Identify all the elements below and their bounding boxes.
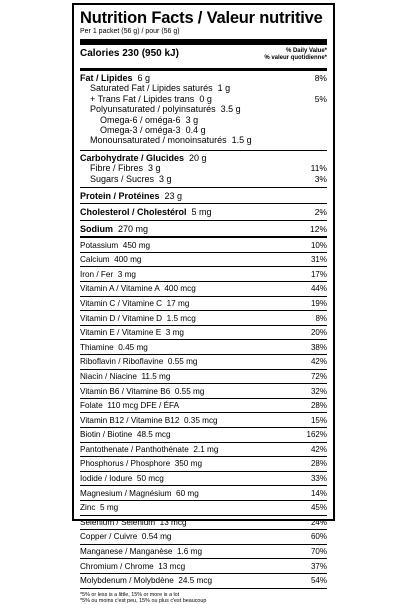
nutrient-row bbox=[80, 457, 327, 472]
nutrient-pct: 70% bbox=[310, 547, 327, 557]
saturated-fat-row bbox=[80, 83, 327, 93]
nutrient-row bbox=[80, 443, 327, 458]
nutrient-row bbox=[80, 516, 327, 531]
nutrient-label: Niacin / Niacine bbox=[80, 371, 137, 381]
nutrient-row bbox=[80, 370, 327, 385]
nutrient-label: Vitamin C / Vitamine C bbox=[80, 298, 163, 308]
protein-amount: 23 g bbox=[164, 191, 183, 202]
fibre-label: Fibre / Fibres bbox=[90, 163, 144, 174]
nutrient-amount: 60 mg bbox=[176, 488, 199, 498]
nutrient-pct: 44% bbox=[310, 284, 327, 294]
polyunsaturated-amount: 3.5 g bbox=[220, 104, 241, 115]
fat-pct: 8% bbox=[314, 73, 327, 83]
nutrient-name-amount bbox=[80, 532, 172, 541]
calories-row bbox=[80, 45, 327, 68]
nutrient-amount: 24.5 mcg bbox=[178, 576, 213, 586]
sodium-pct: 12% bbox=[309, 223, 327, 234]
saturated-fat-amount: 1 g bbox=[217, 83, 231, 94]
nutrient-amount: 5 mg bbox=[100, 503, 119, 513]
nutrient-row bbox=[80, 559, 327, 574]
nutrient-amount: 3 mg bbox=[117, 269, 136, 279]
nutrient-row bbox=[80, 574, 327, 589]
nutrient-pct: 42% bbox=[310, 357, 327, 367]
nutrient-pct: 20% bbox=[310, 328, 327, 338]
nutrient-amount: 0.54 mg bbox=[141, 532, 172, 542]
nutrient-pct: 37% bbox=[310, 561, 327, 571]
nutrient-label: Magnesium / Magnésium bbox=[80, 488, 172, 498]
trans-fat-label: + Trans Fat / Lipides trans bbox=[90, 93, 195, 104]
nutrient-name-amount bbox=[80, 401, 179, 410]
panel-title: Nutrition Facts / Valeur nutritive bbox=[80, 9, 323, 27]
nutrient-amount: 48.5 mcg bbox=[136, 430, 171, 440]
cholesterol-pct: 2% bbox=[314, 207, 327, 218]
nutrient-pct: 14% bbox=[310, 488, 327, 498]
nutrient-row bbox=[80, 472, 327, 487]
omega6-row bbox=[80, 115, 327, 125]
serving-size: Per 1 packet (56 g) / pour (56 g) bbox=[80, 28, 180, 35]
nutrient-label: Copper / Cuivre bbox=[80, 532, 138, 542]
nutrient-label: Biotin / Biotine bbox=[80, 430, 133, 440]
nutrient-pct: 45% bbox=[310, 503, 327, 513]
fat-amount: 6 g bbox=[137, 73, 151, 83]
nutrient-name-amount bbox=[80, 416, 218, 425]
nutrient-name-amount bbox=[80, 328, 184, 337]
nutrition-facts-panel bbox=[72, 3, 335, 604]
nutrient-row bbox=[80, 282, 327, 297]
nutrient-label: Pantothenate / Panthothénate bbox=[80, 444, 189, 454]
nutrient-name-amount bbox=[80, 547, 202, 556]
nutrient-amount: 0.55 mg bbox=[167, 357, 198, 367]
carbohydrate-amount: 20 g bbox=[189, 152, 207, 163]
nutrient-pct: 38% bbox=[310, 342, 327, 352]
sugars-pct: 3% bbox=[314, 173, 327, 184]
carbohydrate-section bbox=[80, 151, 327, 184]
nutrient-label: Thiamine bbox=[80, 342, 114, 352]
nutrient-pct: 28% bbox=[310, 459, 327, 469]
nutrient-label: Chromium / Chrome bbox=[80, 561, 154, 571]
nutrient-name-amount bbox=[80, 576, 212, 585]
nutrient-pct: 54% bbox=[310, 576, 327, 586]
cholesterol-label: Cholesterol / Cholestérol bbox=[80, 207, 187, 218]
nutrient-name-amount bbox=[80, 489, 199, 498]
nutrient-amount: 0.35 mcg bbox=[183, 415, 218, 425]
nutrient-pct: 31% bbox=[310, 255, 327, 265]
nutrient-row bbox=[80, 384, 327, 399]
omega3-amount: 0.4 g bbox=[185, 125, 206, 136]
nutrient-row bbox=[80, 297, 327, 312]
nutrient-amount: 2.1 mg bbox=[193, 444, 219, 454]
carbohydrate-label: Carbohydrate / Glucides bbox=[80, 152, 185, 163]
nutrient-name-amount bbox=[80, 372, 170, 381]
nutrient-pct: 60% bbox=[310, 532, 327, 542]
nutrient-row bbox=[80, 253, 327, 268]
nutrient-amount: 3 mg bbox=[165, 328, 184, 338]
nutrient-name-amount bbox=[80, 459, 202, 468]
nutrient-name-amount bbox=[80, 562, 185, 571]
nutrient-amount: 1.5 mcg bbox=[166, 313, 196, 323]
nutrient-pct: 24% bbox=[310, 517, 327, 527]
dv-header-fr: % valeur quotidienne* bbox=[264, 55, 327, 61]
nutrient-label: Calcium bbox=[80, 255, 110, 265]
fat-label: Fat / Lipides bbox=[80, 73, 133, 83]
nutrient-name-amount bbox=[80, 284, 196, 293]
nutrient-amount: 17 mg bbox=[166, 298, 190, 308]
nutrient-name-amount bbox=[80, 357, 197, 366]
omega3-row bbox=[80, 125, 327, 135]
omega3-label: Omega-3 / oméga-3 bbox=[100, 125, 181, 136]
nutrient-row bbox=[80, 399, 327, 414]
nutrient-label: Vitamin A / Vitamine A bbox=[80, 284, 160, 294]
nutrient-row bbox=[80, 311, 327, 326]
omega6-amount: 3 g bbox=[185, 114, 199, 125]
footnote-en: *5% or less is a little, 15% or more is a lot bbox=[80, 591, 180, 598]
nutrient-name-amount bbox=[80, 270, 136, 279]
nutrient-row bbox=[80, 486, 327, 501]
nutrient-amount: 400 mcg bbox=[164, 284, 196, 294]
nutrient-name-amount bbox=[80, 430, 171, 439]
carbohydrate-row bbox=[80, 153, 327, 163]
nutrient-pct: 33% bbox=[310, 474, 327, 484]
fibre-amount: 3 g bbox=[148, 163, 161, 174]
sodium-amount: 270 mg bbox=[118, 223, 149, 234]
nutrient-amount: 50 mcg bbox=[136, 474, 164, 484]
nutrient-label: Potassium bbox=[80, 240, 119, 250]
footnote bbox=[80, 589, 327, 604]
nutrient-row bbox=[80, 413, 327, 428]
nutrient-label: Vitamin E / Vitamine E bbox=[80, 328, 162, 338]
polyunsaturated-label: Polyunsaturated / polyinsaturés bbox=[90, 104, 216, 115]
nutrient-amount: 13 mcg bbox=[158, 561, 186, 571]
dv-header-en: % Daily Value* bbox=[285, 48, 327, 54]
nutrient-name-amount bbox=[80, 299, 189, 308]
nutrient-pct: 19% bbox=[310, 298, 327, 308]
nutrient-row bbox=[80, 428, 327, 443]
nutrient-row bbox=[80, 267, 327, 282]
sodium-row bbox=[80, 221, 327, 236]
fibre-row bbox=[80, 163, 327, 173]
trans-fat-amount: 0 g bbox=[199, 93, 212, 104]
nutrient-pct: 17% bbox=[310, 269, 327, 279]
nutrient-row bbox=[80, 340, 327, 355]
fat-row bbox=[80, 73, 327, 83]
vitamin-mineral-list bbox=[80, 236, 327, 588]
nutrient-name-amount bbox=[80, 474, 164, 483]
nutrient-label: Phosphorus / Phosphore bbox=[80, 459, 171, 469]
nutrient-name-amount bbox=[80, 241, 150, 250]
nutrient-amount: 13 mcg bbox=[159, 517, 187, 527]
nutrient-pct: 28% bbox=[310, 401, 327, 411]
nutrient-pct: 162% bbox=[306, 430, 327, 440]
footnote-fr: *5% ou moins c'est peu, 15% ou plus c'est beaucoup bbox=[80, 597, 207, 604]
nutrient-row bbox=[80, 501, 327, 516]
omega6-label: Omega-6 / oméga-6 bbox=[100, 114, 181, 125]
nutrient-name-amount bbox=[80, 314, 196, 323]
nutrient-label: Molybdenum / Molybdène bbox=[80, 576, 174, 586]
sugars-row bbox=[80, 174, 327, 184]
nutrient-row bbox=[80, 530, 327, 545]
nutrient-pct: 72% bbox=[310, 371, 327, 381]
fibre-pct: 11% bbox=[310, 163, 327, 174]
trans-fat-row bbox=[80, 94, 327, 104]
nutrient-label: Zinc bbox=[80, 503, 96, 513]
nutrient-amount: 1.6 mg bbox=[176, 547, 202, 557]
nutrient-label: Vitamin B6 / Vitamine B6 bbox=[80, 386, 171, 396]
nutrient-label: Vitamin B12 / Vitamine B12 bbox=[80, 415, 180, 425]
cholesterol-row bbox=[80, 204, 327, 219]
protein-label: Protein / Protéines bbox=[80, 191, 160, 202]
nutrient-label: Vitamin D / Vitamine D bbox=[80, 313, 163, 323]
nutrient-amount: 110 mcg DFE / ÉFA bbox=[107, 401, 180, 411]
nutrient-amount: 0.45 mg bbox=[118, 342, 148, 352]
nutrient-name-amount bbox=[80, 255, 141, 264]
nutrient-amount: 400 mg bbox=[114, 255, 142, 265]
calories-label: Calories 230 (950 kJ) bbox=[80, 48, 179, 59]
nutrient-pct: 32% bbox=[310, 386, 327, 396]
nutrient-amount: 350 mg bbox=[174, 459, 202, 469]
sodium-label: Sodium bbox=[80, 223, 113, 234]
nutrient-amount: 450 mg bbox=[122, 240, 151, 250]
sat-trans-pct: 5% bbox=[314, 93, 327, 104]
nutrient-name-amount bbox=[80, 445, 218, 454]
nutrient-row bbox=[80, 326, 327, 341]
fat-section bbox=[80, 71, 327, 146]
nutrient-amount: 11.5 mg bbox=[141, 371, 171, 381]
nutrient-label: Iodide / Iodure bbox=[80, 474, 133, 484]
nutrient-label: Manganese / Manganèse bbox=[80, 547, 173, 557]
nutrient-name-amount bbox=[80, 343, 148, 352]
sugars-label: Sugars / Sucres bbox=[90, 173, 155, 184]
nutrient-pct: 15% bbox=[310, 415, 327, 425]
nutrient-label: Riboflavin / Riboflavine bbox=[80, 357, 164, 367]
nutrient-row bbox=[80, 355, 327, 370]
monounsaturated-label: Monounsaturated / monoinsaturés bbox=[90, 135, 227, 146]
monounsaturated-amount: 1.5 g bbox=[231, 135, 252, 146]
nutrient-name-amount bbox=[80, 503, 118, 512]
nutrient-row bbox=[80, 236, 327, 253]
nutrient-name-amount bbox=[80, 387, 204, 396]
nutrient-label: Selenium / Sélénium bbox=[80, 517, 156, 527]
protein-row bbox=[80, 188, 327, 203]
nutrient-row bbox=[80, 545, 327, 560]
monounsaturated-row bbox=[80, 135, 327, 145]
cholesterol-amount: 5 mg bbox=[191, 207, 212, 218]
nutrient-pct: 8% bbox=[315, 313, 327, 323]
nutrient-label: Folate bbox=[80, 401, 103, 411]
nutrient-pct: 10% bbox=[310, 240, 327, 250]
sugars-amount: 3 g bbox=[159, 173, 172, 184]
polyunsaturated-row bbox=[80, 104, 327, 114]
nutrient-amount: 0.55 mg bbox=[174, 386, 205, 396]
nutrient-name-amount bbox=[80, 518, 187, 527]
daily-value-header bbox=[264, 48, 327, 62]
saturated-fat-label: Saturated Fat / Lipides saturés bbox=[90, 83, 213, 94]
nutrient-label: Iron / Fer bbox=[80, 269, 114, 279]
nutrient-pct: 42% bbox=[310, 444, 327, 454]
